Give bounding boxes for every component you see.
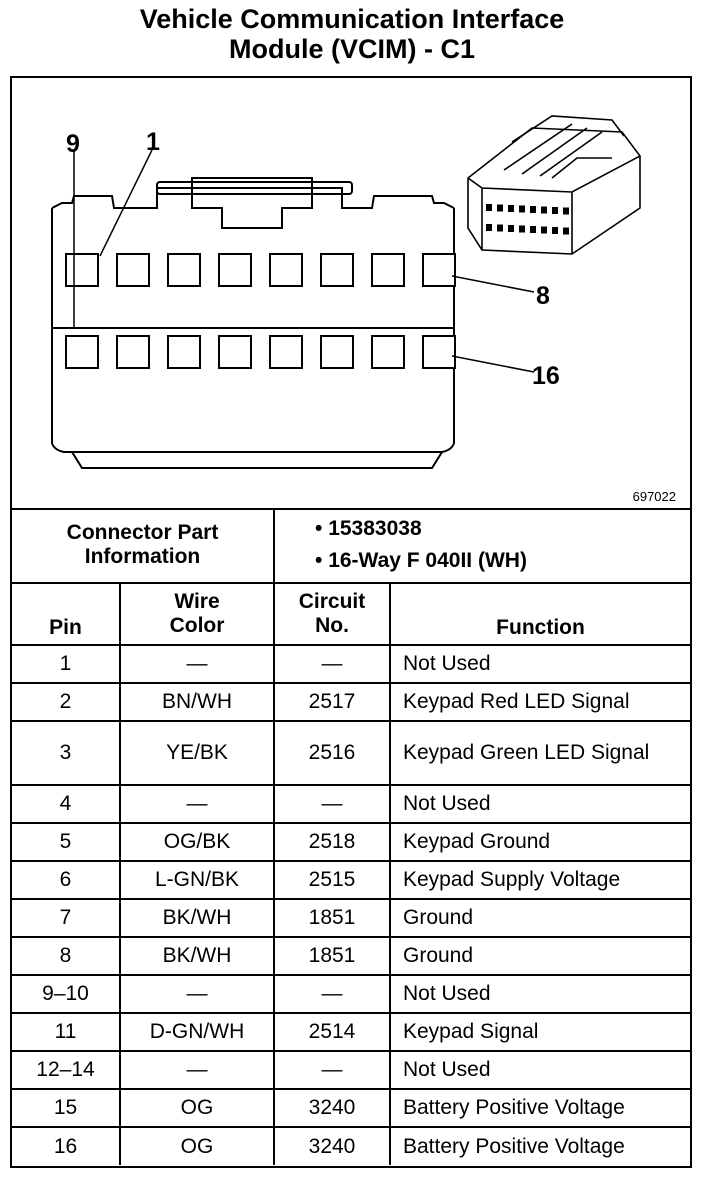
wire-color-cell: OG/BK bbox=[120, 823, 274, 861]
3d-pin-cavity bbox=[552, 227, 558, 234]
table-row bbox=[12, 1051, 690, 1089]
wire-color-cell: L-GN/BK bbox=[120, 861, 274, 899]
circuit-cell: 2516 bbox=[274, 721, 390, 785]
wire-color-cell: YE/BK bbox=[120, 721, 274, 785]
3d-pin-cavity bbox=[508, 205, 514, 212]
connector-document bbox=[10, 76, 692, 1168]
figure-number: 697022 bbox=[632, 489, 676, 504]
wire-color-cell: — bbox=[120, 1051, 274, 1089]
pin-cell: 16 bbox=[12, 1127, 120, 1165]
wire-color-cell: OG bbox=[120, 1127, 274, 1165]
pinout-table bbox=[12, 508, 690, 1165]
callout-pin-8: 8 bbox=[536, 282, 550, 310]
3d-pin-cavity bbox=[519, 226, 525, 233]
pin-cell: 4 bbox=[12, 785, 120, 823]
3d-pin-cavity bbox=[541, 207, 547, 214]
pin-cell: 8 bbox=[12, 937, 120, 975]
title-line-2: Module (VCIM) - C1 bbox=[229, 34, 475, 64]
circuit-cell: 1851 bbox=[274, 937, 390, 975]
connector-top-ridge bbox=[52, 188, 454, 208]
connector-part-number: • 15383038 bbox=[315, 517, 422, 540]
wire-color-cell: — bbox=[120, 645, 274, 683]
bottom-row-pin-cavity bbox=[117, 336, 149, 368]
title-line-1: Vehicle Communication Interface bbox=[139, 4, 565, 34]
page-title bbox=[0, 4, 704, 64]
circuit-cell: — bbox=[274, 975, 390, 1013]
bottom-row-pin-cavity bbox=[270, 336, 302, 368]
function-cell: Not Used bbox=[390, 785, 690, 823]
3d-pin-cavity bbox=[563, 228, 569, 235]
top-row-pin-cavity bbox=[117, 254, 149, 286]
wire-color-cell: OG bbox=[120, 1089, 274, 1127]
pin-cell: 3 bbox=[12, 721, 120, 785]
callout-pin-16: 16 bbox=[532, 362, 560, 390]
circuit-cell: — bbox=[274, 1051, 390, 1089]
circuit-cell: 2517 bbox=[274, 683, 390, 721]
3d-pin-cavity bbox=[563, 208, 569, 215]
function-cell: Keypad Ground bbox=[390, 823, 690, 861]
3d-pin-cavity bbox=[530, 206, 536, 213]
table-row bbox=[12, 645, 690, 683]
header-function: Function bbox=[390, 583, 690, 645]
pin-cell: 2 bbox=[12, 683, 120, 721]
pin-cell: 9–10 bbox=[12, 975, 120, 1013]
table-row bbox=[12, 975, 690, 1013]
function-cell: Keypad Supply Voltage bbox=[390, 861, 690, 899]
table-row bbox=[12, 721, 690, 785]
circuit-cell: 3240 bbox=[274, 1127, 390, 1165]
table-row bbox=[12, 1013, 690, 1051]
connector-drawing bbox=[12, 78, 690, 508]
callout-pin-1: 1 bbox=[146, 128, 160, 156]
connector-diagram bbox=[12, 78, 690, 510]
3d-pin-cavity bbox=[497, 225, 503, 232]
function-cell: Battery Positive Voltage bbox=[390, 1127, 690, 1165]
top-row-pin-cavity bbox=[168, 254, 200, 286]
pin-cell: 7 bbox=[12, 899, 120, 937]
wire-color-cell: — bbox=[120, 975, 274, 1013]
pin-cell: 5 bbox=[12, 823, 120, 861]
3d-pin-cavity bbox=[541, 227, 547, 234]
top-row-pin-cavity bbox=[423, 254, 455, 286]
top-row-pin-cavity bbox=[321, 254, 353, 286]
circuit-cell: 2514 bbox=[274, 1013, 390, 1051]
table-row bbox=[12, 937, 690, 975]
bottom-row-pin-cavity bbox=[168, 336, 200, 368]
function-cell: Not Used bbox=[390, 1051, 690, 1089]
function-cell: Keypad Red LED Signal bbox=[390, 683, 690, 721]
function-cell: Ground bbox=[390, 937, 690, 975]
connector-body bbox=[52, 208, 454, 452]
connector-info-row bbox=[12, 508, 690, 583]
bottom-row-pin-cavity bbox=[66, 336, 98, 368]
3d-pin-cavity bbox=[508, 225, 514, 232]
function-cell: Keypad Signal bbox=[390, 1013, 690, 1051]
connector-latch bbox=[192, 178, 312, 228]
wire-color-cell: BK/WH bbox=[120, 899, 274, 937]
bottom-row-pin-cavity bbox=[372, 336, 404, 368]
pin-cell: 1 bbox=[12, 645, 120, 683]
3d-pin-cavity bbox=[486, 204, 492, 211]
circuit-cell: 2518 bbox=[274, 823, 390, 861]
connector-type: • 16-Way F 040II (WH) bbox=[315, 549, 527, 572]
wire-color-cell: BN/WH bbox=[120, 683, 274, 721]
circuit-cell: 3240 bbox=[274, 1089, 390, 1127]
table-row bbox=[12, 1089, 690, 1127]
bottom-row-pin-cavity bbox=[219, 336, 251, 368]
header-pin: Pin bbox=[12, 583, 120, 645]
circuit-cell: 1851 bbox=[274, 899, 390, 937]
pin-cell: 12–14 bbox=[12, 1051, 120, 1089]
top-row-pin-cavity bbox=[66, 254, 98, 286]
top-row-pin-cavity bbox=[270, 254, 302, 286]
callout-pin-9: 9 bbox=[66, 130, 80, 158]
top-row-pin-cavity bbox=[219, 254, 251, 286]
header-wire-color: Wire Color bbox=[120, 583, 274, 645]
header-circuit-no: Circuit No. bbox=[274, 583, 390, 645]
connector-info-label: Connector Part Information bbox=[12, 508, 274, 583]
3d-pin-cavity bbox=[552, 207, 558, 214]
3d-pin-cavity bbox=[519, 206, 525, 213]
wire-color-cell: — bbox=[120, 785, 274, 823]
table-row bbox=[12, 1127, 690, 1165]
function-cell: Battery Positive Voltage bbox=[390, 1089, 690, 1127]
function-cell: Not Used bbox=[390, 645, 690, 683]
pin-cell: 15 bbox=[12, 1089, 120, 1127]
pin-cell: 11 bbox=[12, 1013, 120, 1051]
top-row-pin-cavity bbox=[372, 254, 404, 286]
3d-pin-cavity bbox=[497, 205, 503, 212]
header-row bbox=[12, 583, 690, 645]
3d-pin-cavity bbox=[530, 226, 536, 233]
bottom-row-pin-cavity bbox=[423, 336, 455, 368]
pin-cell: 6 bbox=[12, 861, 120, 899]
function-cell: Not Used bbox=[390, 975, 690, 1013]
table-row bbox=[12, 899, 690, 937]
circuit-cell: 2515 bbox=[274, 861, 390, 899]
3d-pin-cavity bbox=[486, 224, 492, 231]
table-row bbox=[12, 823, 690, 861]
table-row bbox=[12, 683, 690, 721]
circuit-cell: — bbox=[274, 785, 390, 823]
function-cell: Ground bbox=[390, 899, 690, 937]
wire-color-cell: D-GN/WH bbox=[120, 1013, 274, 1051]
wire-color-cell: BK/WH bbox=[120, 937, 274, 975]
table-row bbox=[12, 861, 690, 899]
connector-info-values bbox=[274, 508, 690, 583]
bottom-row-pin-cavity bbox=[321, 336, 353, 368]
table-row bbox=[12, 785, 690, 823]
circuit-cell: — bbox=[274, 645, 390, 683]
function-cell: Keypad Green LED Signal bbox=[390, 721, 690, 785]
